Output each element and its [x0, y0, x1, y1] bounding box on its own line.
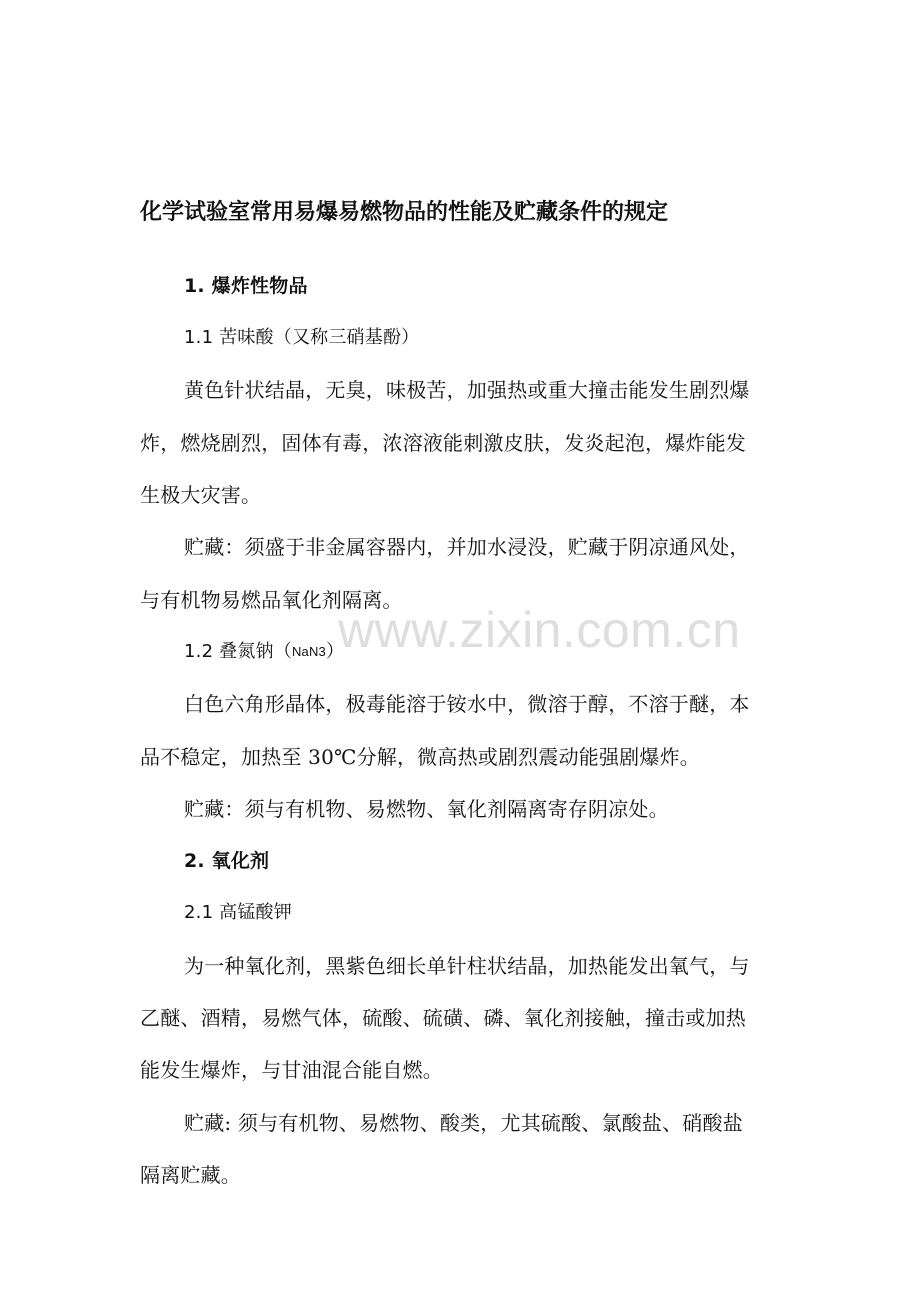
storage-line: 与有机物易燃品氧化剂隔离。 — [140, 588, 403, 612]
section-heading: 2. 氧化剂 — [184, 850, 270, 872]
subsection-heading: 1.1 苦味酸（又称三硝基酚） — [184, 327, 420, 348]
paragraph-line: 乙醚、酒精，易燃气体，硫酸、硫磺、磷、氧化剂接触，撞击或加热 — [140, 1006, 746, 1030]
storage-line: 隔离贮藏。 — [140, 1163, 241, 1187]
paragraph-line: 黄色针状结晶，无臭，味极苦，加强热或重大撞击能发生剧烈爆 — [184, 378, 750, 402]
storage-line: 贮藏: 须与有机物、易燃物、酸类，尤其硫酸、氯酸盐、硝酸盐 — [184, 1111, 743, 1135]
storage-line: 贮藏：须盛于非金属容器内，并加水浸没，贮藏于阴凉通风处， — [184, 535, 750, 559]
storage-line: 贮藏：须与有机物、易燃物、氧化剂隔离寄存阴凉处。 — [184, 797, 669, 821]
subsection-heading-end: ） — [326, 641, 345, 662]
paragraph-line: 品不稳定，加热至 30℃分解，微高热或剧烈震动能强剧爆炸。 — [140, 745, 700, 769]
paragraph-line: 白色六角形晶体，极毒能溶于铵水中，微溶于醇，不溶于醚，本 — [184, 692, 750, 716]
subsection-heading: 2.1 高锰酸钾 — [184, 902, 292, 923]
chemical-formula: NaN3 — [291, 644, 326, 659]
paragraph-line: 为一种氧化剂，黑紫色细长单针柱状结晶，加热能发出氧气，与 — [184, 954, 750, 978]
watermark: www.zixin.com.cn — [338, 602, 741, 658]
subsection-heading — [184, 638, 344, 666]
paragraph-line: 生极大灾害。 — [140, 483, 262, 507]
paragraph-line: 炸，燃烧剧烈，固体有毒，浓溶液能刺激皮肤，发炎起泡，爆炸能发 — [140, 431, 746, 455]
subsection-heading-main: 1.2 叠氮钠（ — [184, 641, 292, 662]
paragraph-line: 能发生爆炸，与甘油混合能自燃。 — [140, 1058, 443, 1082]
document-title: 化学试验室常用易爆易燃物品的性能及贮藏条件的规定 — [140, 200, 669, 225]
section-heading: 1. 爆炸性物品 — [184, 275, 308, 297]
